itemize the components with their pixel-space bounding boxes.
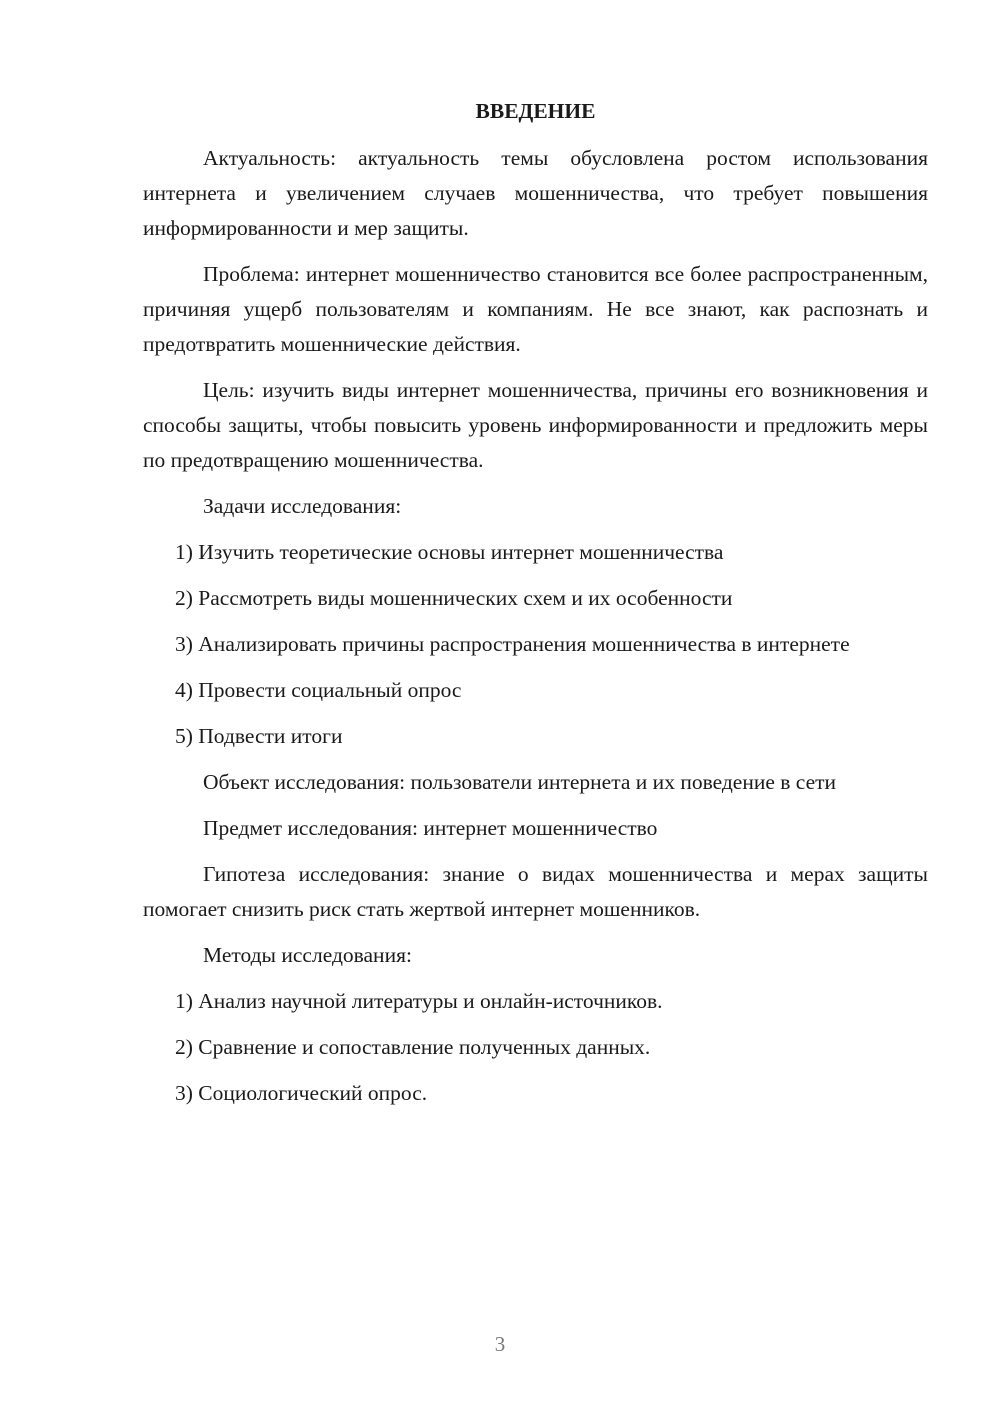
method-item: 3) Социологический опрос. <box>175 1081 428 1105</box>
task-item: 5) Подвести итоги <box>175 724 343 748</box>
section-heading: ВВЕДЕНИЕ <box>475 99 596 123</box>
methods-title: Методы исследования: <box>203 943 412 967</box>
hypothesis-paragraph: Гипотеза исследования: знание о видах мошенничества и мерах защиты помогает снизить риск стать жертвой интернет мошенников. <box>143 862 928 921</box>
subject-paragraph: Предмет исследования: интернет мошенничество <box>203 816 658 840</box>
goal-paragraph: Цель: изучить виды интернет мошенничества, причины его возникновения и способы защиты, чтобы повысить уровень информированности и предложить меры по предотвращению мошенничества. <box>143 378 928 472</box>
task-item: 3) Анализировать причины распространения мошенничества в интернете <box>175 632 850 656</box>
task-item: 2) Рассмотреть виды мошеннических схем и их особенности <box>175 586 733 610</box>
problem-paragraph: Проблема: интернет мошенничество становится все более распространенным, причиняя ущерб пользователям и компаниям. Не все знают, как распознать и предотвратить мошеннические действия. <box>143 262 928 356</box>
method-item: 1) Анализ научной литературы и онлайн-источников. <box>175 989 663 1013</box>
page-number: 3 <box>494 1332 506 1356</box>
task-item: 1) Изучить теоретические основы интернет мошенничества <box>175 540 724 564</box>
tasks-title: Задачи исследования: <box>203 494 402 518</box>
task-item: 4) Провести социальный опрос <box>175 678 462 702</box>
relevance-paragraph: Актуальность: актуальность темы обусловлена ростом использования интернета и увеличением случаев мошенничества, что требует повышения информированности и мер защиты. <box>143 146 928 240</box>
method-item: 2) Сравнение и сопоставление полученных данных. <box>175 1035 651 1059</box>
object-paragraph: Объект исследования: пользователи интернета и их поведение в сети <box>203 770 837 794</box>
document-page <box>143 95 928 1122</box>
